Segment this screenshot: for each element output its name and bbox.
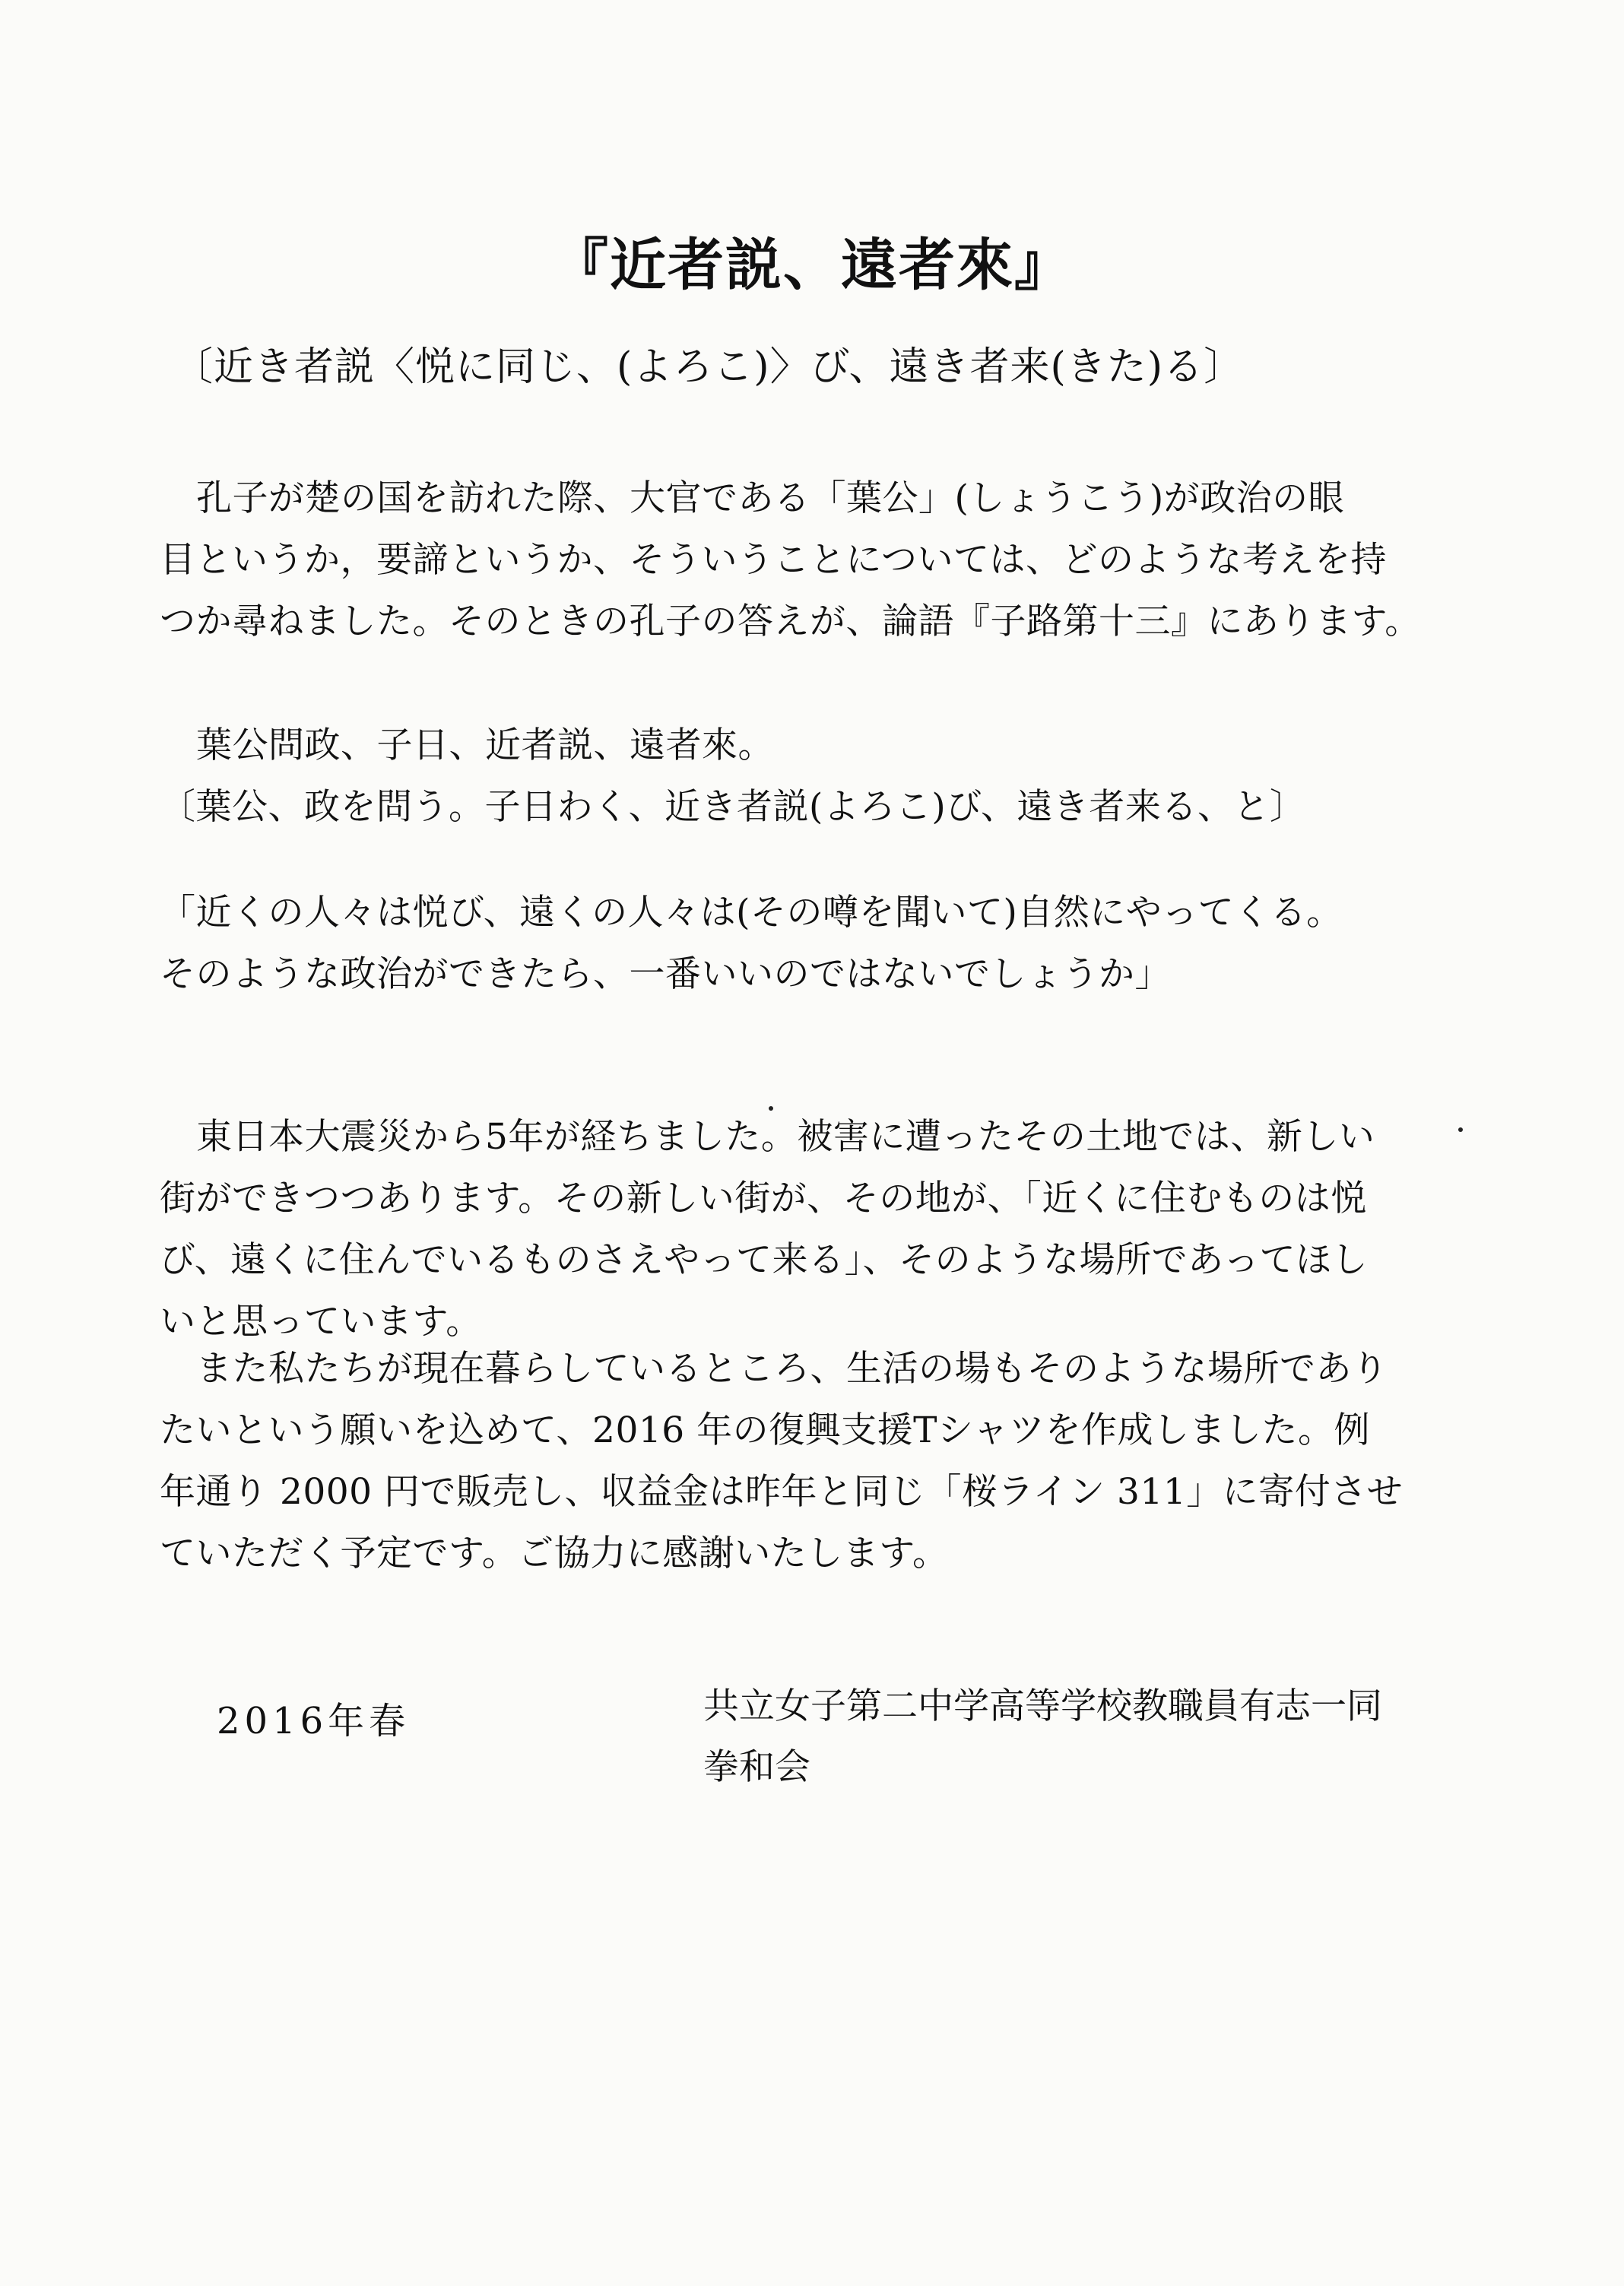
tshirt-line: 年通り 2000 円で販売し、収益金は昨年と同じ「桜ライン 311」に寄付させ [160, 1471, 1404, 1513]
intro-line: 目というか，要諦というか、そういうことについては、どのような考えを持 [160, 539, 1388, 581]
organization-name: 共立女子第二中学高等学校教職員有志一同 [703, 1685, 1382, 1727]
tshirt-line: また私たちが現在暮らしているところ、生活の場もそのような場所であり [196, 1348, 1388, 1390]
intro-line: つか尋ねました。そのときの孔子の答えが、論語『子路第十三』にあります。 [160, 601, 1421, 642]
earthquake-paragraph [160, 1106, 1437, 1352]
intro-line: 孔子が楚の国を訪れた際、大官である「葉公」(しょうこう)が政治の眼 [196, 477, 1345, 519]
earthquake-line: いと思っています。 [160, 1301, 482, 1343]
document-title: 『近者説、遠者來』 [552, 233, 1072, 298]
quote-original: 葉公問政、子日、近者説、遠者來。 [196, 724, 774, 766]
document-subtitle: 〔近き者説〈悦に同じ、(よろこ)〉び、遠き者来(きた)る〕 [173, 344, 1245, 390]
intro-paragraph [160, 468, 1437, 652]
quote-reading: 〔葉公、政を問う。子日わく、近き者説(よろこ)び、遠き者来る、と〕 [160, 786, 1306, 828]
quote-translation [160, 882, 1437, 1005]
translation-line: そのような政治ができたら、一番いいのではないでしょうか」 [160, 953, 1171, 995]
earthquake-line: び、遠くに住んでいるものさえやって来る」、そのような場所であってほし [160, 1239, 1369, 1281]
ink-speck [1458, 1127, 1463, 1132]
group-name: 拳和会 [703, 1746, 810, 1788]
footer-date: 2016年春 [217, 1700, 411, 1742]
tshirt-line: たいという願いを込めて、2016 年の復興支援Tシャツを作成しました。例 [160, 1409, 1371, 1451]
ink-speck [769, 1106, 773, 1111]
earthquake-line: 街ができつつあります。その新しい街が、その地が、「近くに住むものは悦 [160, 1178, 1367, 1219]
footer-signature [703, 1676, 1382, 1798]
translation-line: 「近くの人々は悦び、遠くの人々は(その噂を聞いて)自然にやってくる。 [160, 892, 1343, 934]
tshirt-line: ていただく予定です。ご協力に感謝いたします。 [160, 1533, 949, 1574]
analects-quote [160, 715, 1437, 838]
tshirt-paragraph [160, 1338, 1437, 1584]
earthquake-line: 東日本大震災から5年が経ちました。被害に遭ったその土地では、新しい [196, 1116, 1375, 1158]
